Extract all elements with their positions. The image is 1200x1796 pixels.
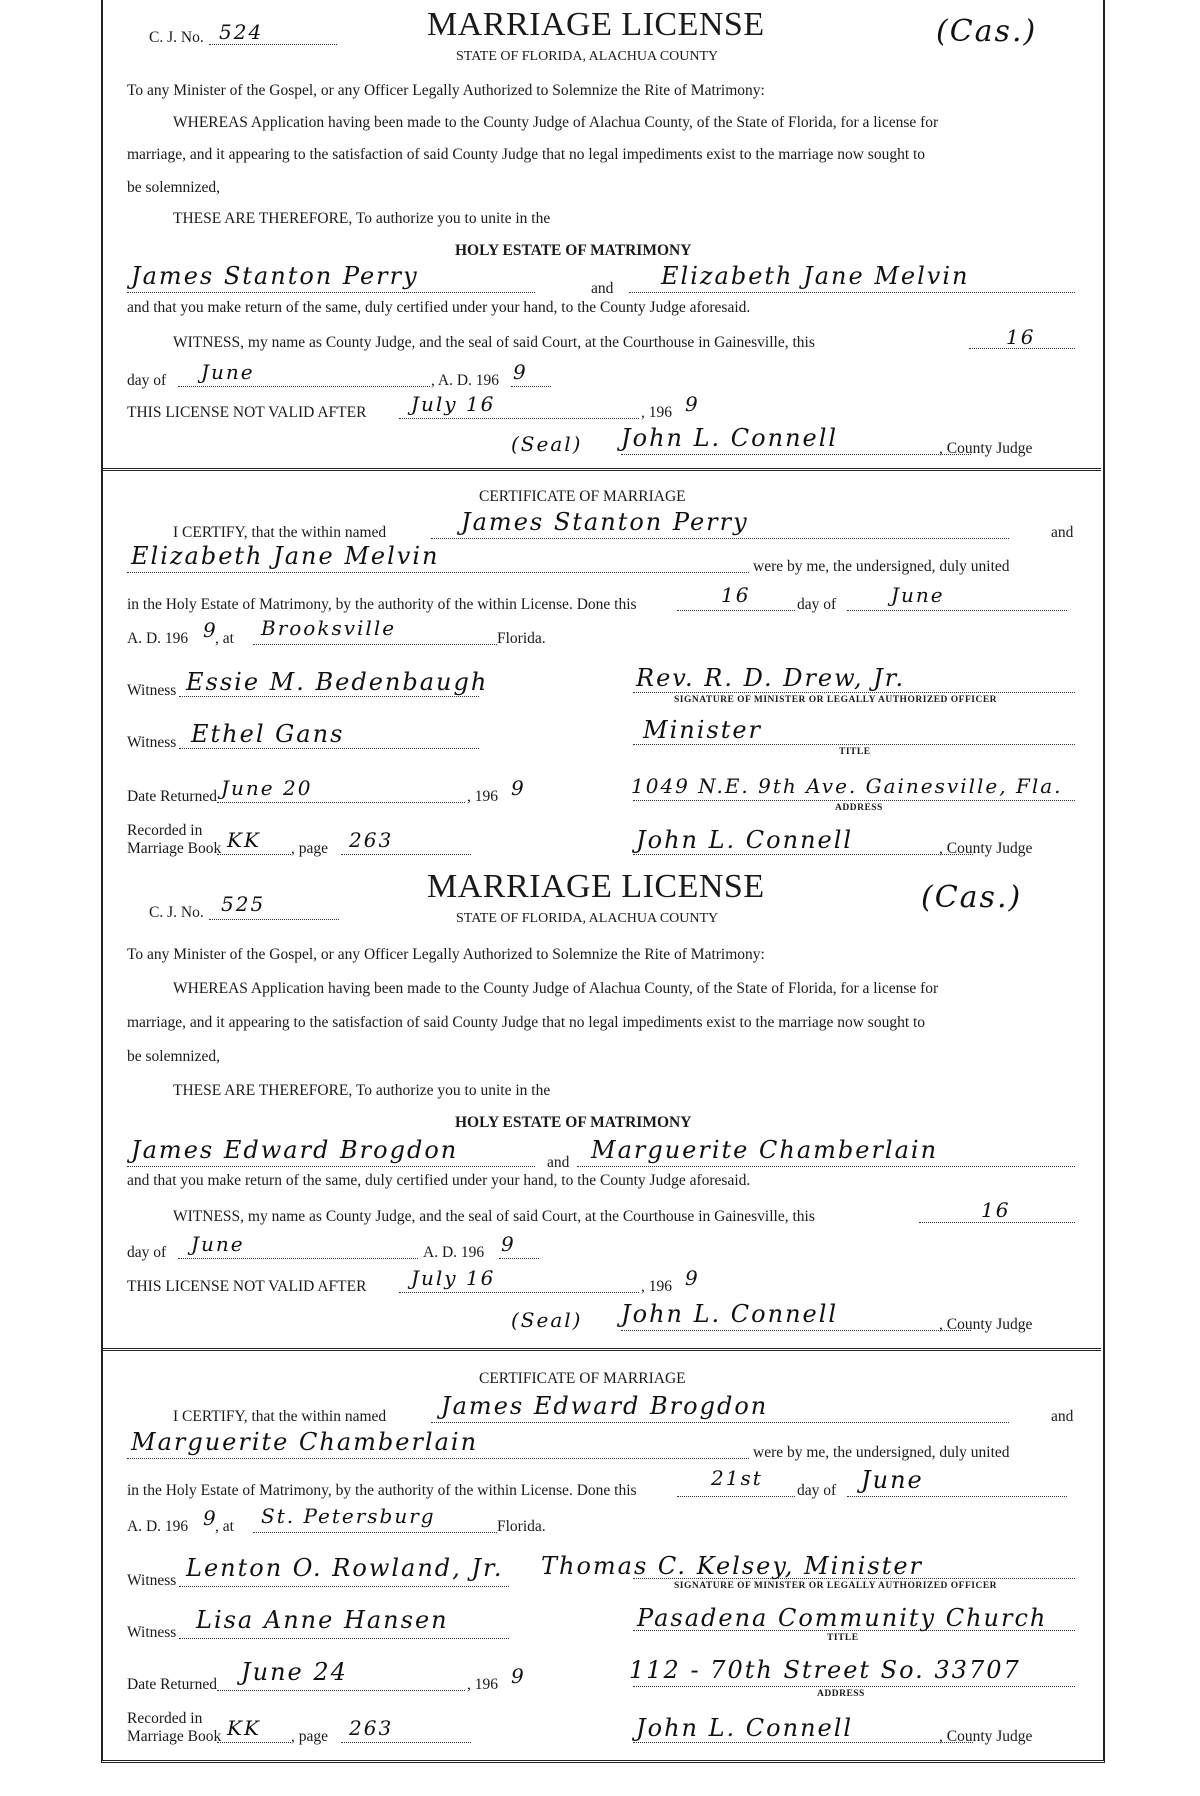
and-label: and bbox=[547, 1154, 570, 1171]
witness-1-label: Witness bbox=[127, 1572, 177, 1589]
witness-2: Ethel Gans bbox=[191, 720, 345, 748]
to-line: To any Minister of the Gospel, or any Officer Legally Authorized to Solemnize the Rite of Matrimony: bbox=[127, 946, 765, 963]
in-holy-line: in the Holy Estate of Matrimony, by the authority of the within License. Done this bbox=[127, 1482, 637, 1499]
judge-signature: John L. Connell bbox=[621, 424, 839, 452]
cert-bride: Elizabeth Jane Melvin bbox=[131, 542, 440, 570]
groom-line bbox=[127, 292, 535, 293]
signature-label: SIGNATURE OF MINISTER OR LEGALLY AUTHORIZED OFFICER bbox=[674, 695, 998, 705]
minister-sign-line bbox=[633, 692, 1075, 693]
witness-2-line bbox=[179, 1638, 509, 1639]
address-label: ADDRESS bbox=[835, 803, 883, 813]
cert-bride-line bbox=[127, 1458, 749, 1459]
returned-year: 9 bbox=[511, 1664, 526, 1688]
year-digit: 9 bbox=[501, 1232, 516, 1256]
returned-year: 9 bbox=[511, 776, 526, 800]
whereas-line-2: marriage, and it appearing to the satisfaction of said County Judge that no legal impediments exist to the marriage now sought to bbox=[127, 1014, 926, 1031]
cj-label: C. J. No. bbox=[149, 29, 204, 46]
whereas-line-1: WHEREAS Application having been made to the County Judge of Alachua County, of the State of Florida, for a license for bbox=[173, 980, 939, 997]
year-prefix: , 196 bbox=[641, 1278, 672, 1295]
divider bbox=[101, 1348, 1101, 1351]
year-line bbox=[511, 386, 551, 387]
witness-2-line bbox=[179, 748, 479, 749]
place-line bbox=[253, 1532, 497, 1533]
not-valid-label: THIS LICENSE NOT VALID AFTER bbox=[127, 1278, 367, 1295]
certify-line: I CERTIFY, that the within named bbox=[173, 524, 387, 541]
day-number: 16 bbox=[981, 1198, 1011, 1222]
witness-2-label: Witness bbox=[127, 1624, 177, 1641]
done-day-line bbox=[677, 1496, 795, 1497]
book: KK bbox=[227, 828, 261, 852]
done-day: 21st bbox=[711, 1466, 763, 1490]
month-line bbox=[178, 1258, 418, 1259]
florida-label: Florida. bbox=[497, 630, 546, 647]
marriage-book-label: Marriage Book bbox=[127, 840, 222, 857]
day-of-label: day of bbox=[127, 1244, 167, 1261]
florida-label: Florida. bbox=[497, 1518, 546, 1535]
valid-year-digit: 9 bbox=[685, 1266, 700, 1290]
recorder-signature: John L. Connell bbox=[636, 826, 854, 854]
valid-until: July 16 bbox=[411, 1266, 496, 1290]
license-subtitle: STATE OF FLORIDA, ALACHUA COUNTY bbox=[456, 911, 719, 926]
cert-groom-line bbox=[431, 1422, 1009, 1423]
certificate-title: CERTIFICATE OF MARRIAGE bbox=[479, 488, 686, 505]
month: June bbox=[201, 360, 255, 384]
bride-line bbox=[629, 292, 1075, 293]
valid-until-line bbox=[399, 1292, 639, 1293]
county-judge-label: , County Judge bbox=[939, 440, 1033, 457]
judge-signature: John L. Connell bbox=[621, 1300, 839, 1328]
ad-label-2: A. D. 196 bbox=[127, 630, 189, 647]
returned-date: June 20 bbox=[221, 776, 313, 800]
recorder-sign-line bbox=[633, 854, 973, 855]
recorded-in-label: Recorded in bbox=[127, 1710, 203, 1727]
page-label: , page bbox=[291, 840, 329, 857]
title-line bbox=[633, 1630, 1075, 1631]
were-line: were by me, the undersigned, duly united bbox=[753, 558, 1010, 575]
judge-sign-line bbox=[621, 1330, 971, 1331]
whereas-line-2: marriage, and it appearing to the satisfaction of said County Judge that no legal impediments exist to the marriage now sought to bbox=[127, 146, 926, 163]
returned-date-line bbox=[217, 802, 465, 803]
signature-label: SIGNATURE OF MINISTER OR LEGALLY AUTHORIZED OFFICER bbox=[674, 1581, 998, 1591]
year-prefix: , 196 bbox=[641, 404, 672, 421]
title-label: TITLE bbox=[827, 1633, 859, 1643]
certify-line: I CERTIFY, that the within named bbox=[173, 1408, 387, 1425]
done-month: June bbox=[891, 583, 945, 607]
witness-1-line bbox=[179, 1586, 509, 1587]
bride-line bbox=[577, 1166, 1075, 1167]
address-label: ADDRESS bbox=[817, 1689, 865, 1699]
minister-sign-line bbox=[633, 1578, 1075, 1579]
witness-1-line bbox=[179, 696, 479, 697]
judge-sign-line bbox=[621, 454, 971, 455]
title-label: TITLE bbox=[839, 747, 871, 757]
done-month: June bbox=[861, 1466, 924, 1494]
returned-date: June 24 bbox=[241, 1658, 348, 1686]
not-valid-label: THIS LICENSE NOT VALID AFTER bbox=[127, 404, 367, 421]
minister-signature: Thomas C. Kelsey, Minister bbox=[541, 1552, 924, 1580]
marriage-license-1 bbox=[101, 0, 1101, 860]
cert-groom: James Stanton Perry bbox=[461, 508, 749, 536]
whereas-line-3: be solemnized, bbox=[127, 179, 220, 196]
page-line bbox=[341, 1742, 471, 1743]
cj-number-line bbox=[209, 44, 337, 45]
date-returned-label: Date Returned bbox=[127, 1676, 217, 1693]
license-title: MARRIAGE LICENSE bbox=[427, 6, 765, 43]
done-day: 16 bbox=[721, 583, 751, 607]
recorder-sign-line bbox=[633, 1742, 973, 1743]
witness-1: Essie M. Bedenbaugh bbox=[186, 668, 489, 696]
cert-bride: Marguerite Chamberlain bbox=[131, 1428, 479, 1456]
groom-name: James Stanton Perry bbox=[131, 262, 419, 290]
month: June bbox=[191, 1232, 245, 1256]
cert-and: and bbox=[1051, 524, 1074, 541]
returned-date-line bbox=[217, 1690, 465, 1691]
officer-address: 112 - 70th Street So. 33707 bbox=[629, 1656, 1021, 1684]
done-month-line bbox=[847, 610, 1067, 611]
witness-line: WITNESS, my name as County Judge, and the seal of said Court, at the Courthouse in Gainesville, this bbox=[173, 334, 815, 351]
cert-year-digit: 9 bbox=[203, 1506, 218, 1530]
book-line bbox=[217, 854, 291, 855]
certificate-title: CERTIFICATE OF MARRIAGE bbox=[479, 1370, 686, 1387]
done-day-line bbox=[677, 610, 795, 611]
return-line: and that you make return of the same, duly certified under your hand, to the County Judge aforesaid. bbox=[127, 299, 751, 316]
witness-2-label: Witness bbox=[127, 734, 177, 751]
were-line: were by me, the undersigned, duly united bbox=[753, 1444, 1010, 1461]
cert-year-digit: 9 bbox=[203, 618, 218, 642]
at-label: , at bbox=[215, 630, 234, 647]
corner-note: (Cas.) bbox=[936, 14, 1038, 49]
book: KK bbox=[227, 1716, 261, 1740]
divider bbox=[101, 468, 1101, 471]
book-line bbox=[217, 1742, 291, 1743]
day-of-label: day of bbox=[127, 372, 167, 389]
to-line: To any Minister of the Gospel, or any Officer Legally Authorized to Solemnize the Rite of Matrimony: bbox=[127, 82, 765, 99]
place: Brooksville bbox=[261, 616, 397, 640]
date-returned-label: Date Returned bbox=[127, 788, 217, 805]
witness-1-label: Witness bbox=[127, 682, 177, 699]
county-judge-label-2: , County Judge bbox=[939, 840, 1033, 857]
therefore-line: THESE ARE THEREFORE, To authorize you to unite in the bbox=[173, 210, 551, 227]
holy-estate: HOLY ESTATE OF MATRIMONY bbox=[455, 242, 692, 259]
month-line bbox=[178, 386, 430, 387]
return-line: and that you make return of the same, duly certified under your hand, to the County Judge aforesaid. bbox=[127, 1172, 751, 1189]
title-line bbox=[633, 744, 1075, 745]
ad-label-2: A. D. 196 bbox=[127, 1518, 189, 1535]
recorder-signature: John L. Connell bbox=[636, 1714, 854, 1742]
whereas-line-1: WHEREAS Application having been made to the County Judge of Alachua County, of the State of Florida, for a license for bbox=[173, 114, 939, 131]
minister-title: Pasadena Community Church bbox=[637, 1604, 1048, 1632]
valid-until-line bbox=[399, 418, 639, 419]
day-of-label-2: day of bbox=[797, 596, 837, 613]
returned-year-prefix: , 196 bbox=[467, 1676, 498, 1693]
in-holy-line: in the Holy Estate of Matrimony, by the authority of the within License. Done this bbox=[127, 596, 637, 613]
county-judge-label-2: , County Judge bbox=[939, 1728, 1033, 1745]
minister-signature: Rev. R. D. Drew, Jr. bbox=[636, 664, 906, 692]
minister-title: Minister bbox=[643, 716, 763, 744]
ad-label: A. D. 196 bbox=[423, 1244, 485, 1261]
done-month-line bbox=[847, 1496, 1067, 1497]
bride-name: Elizabeth Jane Melvin bbox=[661, 262, 970, 290]
place: St. Petersburg bbox=[261, 1504, 436, 1528]
cj-number: 525 bbox=[221, 892, 266, 916]
bride-name: Marguerite Chamberlain bbox=[591, 1136, 939, 1164]
place-line bbox=[253, 644, 497, 645]
witness-line: WITNESS, my name as County Judge, and the seal of said Court, at the Courthouse in Gainesville, this bbox=[173, 1208, 815, 1225]
seal: (Seal) bbox=[511, 1308, 583, 1332]
recorded-in-label: Recorded in bbox=[127, 822, 203, 839]
witness-1: Lenton O. Rowland, Jr. bbox=[186, 1554, 504, 1582]
cert-groom: James Edward Brogdon bbox=[441, 1392, 769, 1420]
officer-address: 1049 N.E. 9th Ave. Gainesville, Fla. bbox=[631, 774, 1063, 798]
license-subtitle: STATE OF FLORIDA, ALACHUA COUNTY bbox=[456, 49, 719, 64]
whereas-line-3: be solemnized, bbox=[127, 1048, 220, 1065]
seal: (Seal) bbox=[511, 432, 583, 456]
county-judge-label: , County Judge bbox=[939, 1316, 1033, 1333]
cert-groom-line bbox=[431, 538, 1009, 539]
page: 263 bbox=[349, 828, 394, 852]
day-of-label-2: day of bbox=[797, 1482, 837, 1499]
day-number: 16 bbox=[1006, 325, 1036, 349]
ad-label: , A. D. 196 bbox=[431, 372, 500, 389]
witness-2: Lisa Anne Hansen bbox=[196, 1606, 449, 1634]
page-label: , page bbox=[291, 1728, 329, 1745]
returned-year-prefix: , 196 bbox=[467, 788, 498, 805]
cj-label: C. J. No. bbox=[149, 904, 204, 921]
at-label: , at bbox=[215, 1518, 234, 1535]
groom-line bbox=[127, 1166, 535, 1167]
cert-and: and bbox=[1051, 1408, 1074, 1425]
year-digit: 9 bbox=[513, 360, 528, 384]
address-line bbox=[633, 800, 1075, 801]
therefore-line: THESE ARE THEREFORE, To authorize you to unite in the bbox=[173, 1082, 551, 1099]
page-line bbox=[341, 854, 471, 855]
marriage-license-2 bbox=[101, 868, 1101, 1758]
holy-estate: HOLY ESTATE OF MATRIMONY bbox=[455, 1114, 692, 1131]
day-line bbox=[919, 1222, 1075, 1223]
marriage-book-label: Marriage Book bbox=[127, 1728, 222, 1745]
corner-note: (Cas.) bbox=[921, 880, 1023, 915]
address-line bbox=[633, 1686, 1075, 1687]
groom-name: James Edward Brogdon bbox=[131, 1136, 459, 1164]
and-label: and bbox=[591, 280, 614, 297]
valid-year-digit: 9 bbox=[685, 392, 700, 416]
page: 263 bbox=[349, 1716, 394, 1740]
cj-number-line bbox=[209, 919, 339, 920]
valid-until: July 16 bbox=[411, 392, 496, 416]
license-title: MARRIAGE LICENSE bbox=[427, 868, 765, 905]
cert-bride-line bbox=[127, 572, 749, 573]
cj-number: 524 bbox=[219, 20, 264, 44]
year-line bbox=[499, 1258, 539, 1259]
